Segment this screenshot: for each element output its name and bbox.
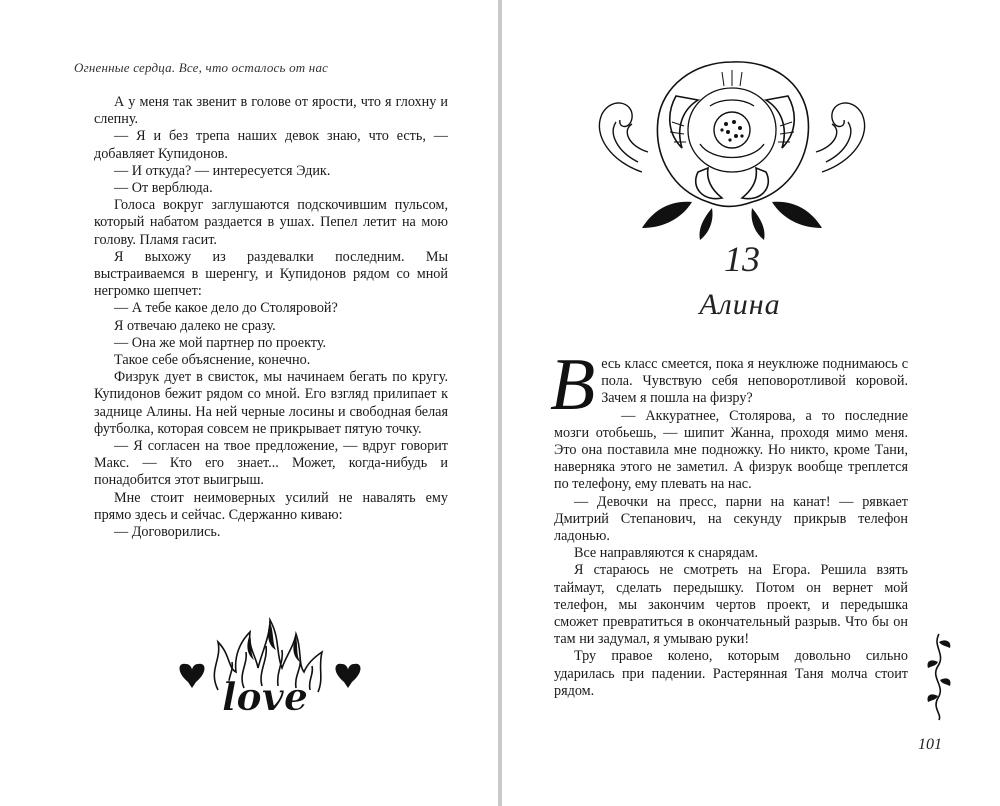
paragraph: Тру правое колено, которым довольно сильно ударилась при падении. Растерянная Таня молча стоит рядом.	[554, 648, 908, 699]
peony-flower-ornament-icon	[572, 52, 892, 242]
first-paragraph	[550, 344, 908, 426]
first-paragraph-text: есь класс смеется, пока я неуклюже поднимаюсь с пола. Чувствую себя неповоротливой коровой. Зачем я пошла на физру?	[601, 356, 908, 407]
paragraph: — Я согласен на твое предложение, — вдруг говорит Макс. — Кто его знает... Может, когда-нибудь и понадобится этот выигрыш.	[94, 438, 448, 489]
right-text-block	[550, 344, 908, 700]
paragraph: — Девочки на пресс, парни на канат! — рявкает Дмитрий Степанович, на секунду прикрыв телефон ладонью.	[554, 493, 908, 545]
paragraph: Такое себе объяснение, конечно.	[114, 352, 311, 369]
paragraph: — А тебе какое дело до Столяровой?	[114, 300, 338, 317]
paragraph: Мне стоит неимоверных усилий не навалять ему прямо здесь и сейчас. Сдержанно киваю:	[94, 489, 448, 523]
paragraph: Физрук дует в свисток, мы начинаем бегать по кругу. Купидонов бежит рядом со мной. Его взгляд прилипает к заднице Алины. На ней черные лосины и свободная белая футболка, которая совсем не прикрывает пятую точку.	[94, 369, 448, 437]
page-number: 101	[918, 736, 942, 753]
chapter-number: 13	[724, 239, 760, 279]
love-flames-ornament-icon	[178, 612, 364, 722]
paragraph: — Я и без трепа наших девок знаю, что есть, — добавляет Купидонов.	[94, 128, 448, 162]
paragraph: — И откуда? — интересуется Эдик.	[114, 162, 331, 179]
paragraph: Я отвечаю далеко не сразу.	[114, 317, 276, 334]
paragraph: Я выхожу из раздевалки последним. Мы выстраиваемся в шеренгу, и Купидонов рядом со мной негромко шепчет:	[94, 248, 448, 300]
paragraph: — Договорились.	[114, 524, 221, 541]
paragraph: А у меня так звенит в голове от ярости, что я глохну и слепну.	[94, 94, 448, 128]
paragraph: — Аккуратнее, Столярова, а то последние мозги отобьешь, — шипит Жанна, проходя мимо меня. Это она поставила мне подножку. Но никто, кроме Тани, наверняка этого не заметил. А физрук вообще треплется по телефону, ему плевать на нас.	[554, 407, 908, 493]
love-word: love	[222, 674, 309, 719]
vine-ornament-icon	[924, 632, 954, 722]
paragraph: Голоса вокруг заглушаются подскочившим пульсом, который набатом раздается в ушах. Пепел летит на мою голову. Пламя гасит.	[94, 197, 448, 248]
drop-cap: В	[550, 344, 596, 426]
paragraph: Я стараюсь не смотреть на Егора. Решила взять таймаут, сделать передышку. Потом он вернет мой телефон, мы закончим чертов проект, и передышка сможет превратиться в окончательный разрыв. Что бы он там ни задумал, я умываю руки!	[554, 562, 908, 648]
running-head: Огненные сердца. Все, что осталось от нас	[74, 60, 329, 75]
paragraph: — От верблюда.	[114, 180, 213, 197]
paragraph: Все направляются к снарядам.	[574, 545, 759, 562]
left-page	[0, 0, 498, 806]
right-page	[502, 0, 1000, 806]
paragraph: — Она же мой партнер по проекту.	[114, 334, 327, 351]
chapter-title: Алина	[699, 288, 781, 321]
left-text-block	[94, 94, 448, 541]
